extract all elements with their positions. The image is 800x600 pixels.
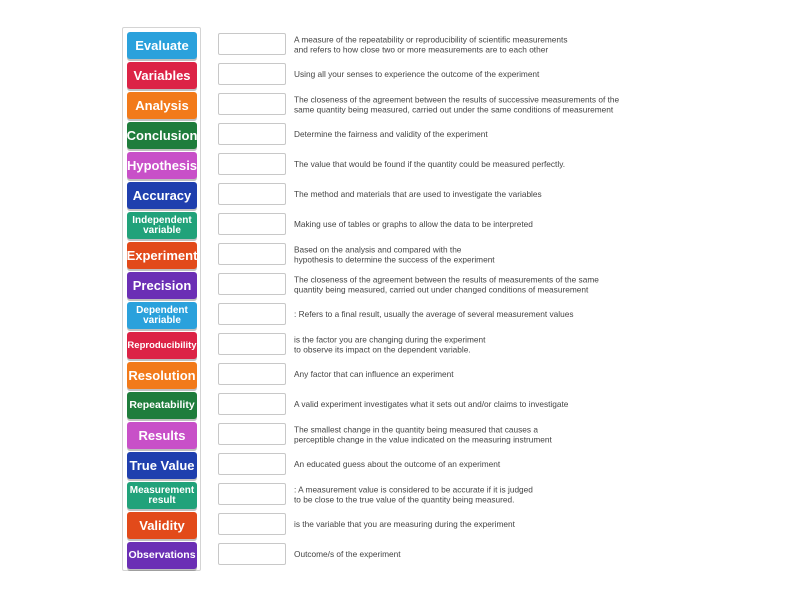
- tile-resolution[interactable]: Resolution: [127, 362, 197, 389]
- match-row: [218, 93, 778, 117]
- tile-variables[interactable]: Variables: [127, 62, 197, 89]
- tile-validity[interactable]: Validity: [127, 512, 197, 539]
- definition-text: Any factor that can influence an experiment: [294, 369, 454, 380]
- drop-slot[interactable]: [218, 483, 286, 505]
- match-row: [218, 363, 778, 387]
- match-row: [218, 63, 778, 87]
- definition-text: Outcome/s of the experiment: [294, 549, 401, 560]
- tile-conclusion[interactable]: Conclusion: [127, 122, 197, 149]
- match-row: [218, 303, 778, 327]
- match-row: [218, 423, 778, 447]
- drop-slot[interactable]: [218, 393, 286, 415]
- match-row: [218, 213, 778, 237]
- tile-observations[interactable]: Observations: [127, 542, 197, 569]
- match-row: [218, 393, 778, 417]
- drop-slot[interactable]: [218, 123, 286, 145]
- drop-slot[interactable]: [218, 33, 286, 55]
- tile-dependent-variable[interactable]: Dependent variable: [127, 302, 197, 329]
- definition-text: The closeness of the agreement between the results of successive measurements of the same quantity being measured, carried out under the same conditions of measurement: [294, 94, 620, 114]
- tile-experiment[interactable]: Experiment: [127, 242, 197, 269]
- tile-repeatability[interactable]: Repeatability: [127, 392, 197, 419]
- match-row: [218, 483, 778, 507]
- definition-text: Based on the analysis and compared with the hypothesis to determine the success of the experiment: [294, 244, 495, 264]
- definition-text: An educated guess about the outcome of an experiment: [294, 459, 501, 470]
- tile-hypothesis[interactable]: Hypothesis: [127, 152, 197, 179]
- definition-text: A valid experiment investigates what it sets out and/or claims to investigate: [294, 399, 569, 410]
- drop-slot[interactable]: [218, 333, 286, 355]
- tile-analysis[interactable]: Analysis: [127, 92, 197, 119]
- match-row: [218, 33, 778, 57]
- drop-slot[interactable]: [218, 453, 286, 475]
- match-row: [218, 453, 778, 477]
- match-row: [218, 273, 778, 297]
- match-row: [218, 333, 778, 357]
- definition-text: The value that would be found if the quantity could be measured perfectly.: [294, 159, 566, 170]
- tile-accuracy[interactable]: Accuracy: [127, 182, 197, 209]
- drop-slot[interactable]: [218, 303, 286, 325]
- definition-text: Using all your senses to experience the outcome of the experiment: [294, 69, 540, 80]
- tile-independent-variable[interactable]: Independent variable: [127, 212, 197, 239]
- drop-slot[interactable]: [218, 423, 286, 445]
- tile-results[interactable]: Results: [127, 422, 197, 449]
- drop-slot[interactable]: [218, 93, 286, 115]
- match-row: [218, 183, 778, 207]
- match-row: [218, 513, 778, 537]
- drop-slot[interactable]: [218, 183, 286, 205]
- drop-slot[interactable]: [218, 243, 286, 265]
- tile-evaluate[interactable]: Evaluate: [127, 32, 197, 59]
- match-row: [218, 543, 778, 567]
- definition-text: A measure of the repeatability or reproducibility of scientific measurements and refers to how close two or more measurements are to each other: [294, 34, 568, 54]
- match-row: [218, 123, 778, 147]
- tile-precision[interactable]: Precision: [127, 272, 197, 299]
- definition-text: The method and materials that are used to investigate the variables: [294, 189, 542, 200]
- definition-text: Making use of tables or graphs to allow the data to be interpreted: [294, 219, 533, 230]
- definition-text: The closeness of the agreement between the results of measurements of the same quantity being measured, carried out under changed conditions of measurement: [294, 274, 599, 294]
- tile-measurement-result[interactable]: Measurement result: [127, 482, 197, 509]
- tile-reproducibility[interactable]: Reproducibility: [127, 332, 197, 359]
- match-row: [218, 243, 778, 267]
- drop-slot[interactable]: [218, 213, 286, 235]
- drop-slot[interactable]: [218, 363, 286, 385]
- definition-text: is the variable that you are measuring during the experiment: [294, 519, 515, 530]
- definition-text: The smallest change in the quantity being measured that causes a perceptible change in the value indicated on the measuring instrument: [294, 424, 552, 444]
- definition-text: is the factor you are changing during the experiment to observe its impact on the dependent variable.: [294, 334, 486, 354]
- tile-bank: [122, 27, 201, 571]
- drop-slot[interactable]: [218, 513, 286, 535]
- drop-slot[interactable]: [218, 153, 286, 175]
- tile-true-value[interactable]: True Value: [127, 452, 197, 479]
- drop-slot[interactable]: [218, 63, 286, 85]
- definition-text: : A measurement value is considered to be accurate if it is judged to be close to the true value of the quantity being measured.: [294, 484, 533, 504]
- definition-text: Determine the fairness and validity of the experiment: [294, 129, 488, 140]
- drop-slot[interactable]: [218, 543, 286, 565]
- drop-slot[interactable]: [218, 273, 286, 295]
- definition-text: : Refers to a final result, usually the average of several measurement values: [294, 309, 574, 320]
- match-row: [218, 153, 778, 177]
